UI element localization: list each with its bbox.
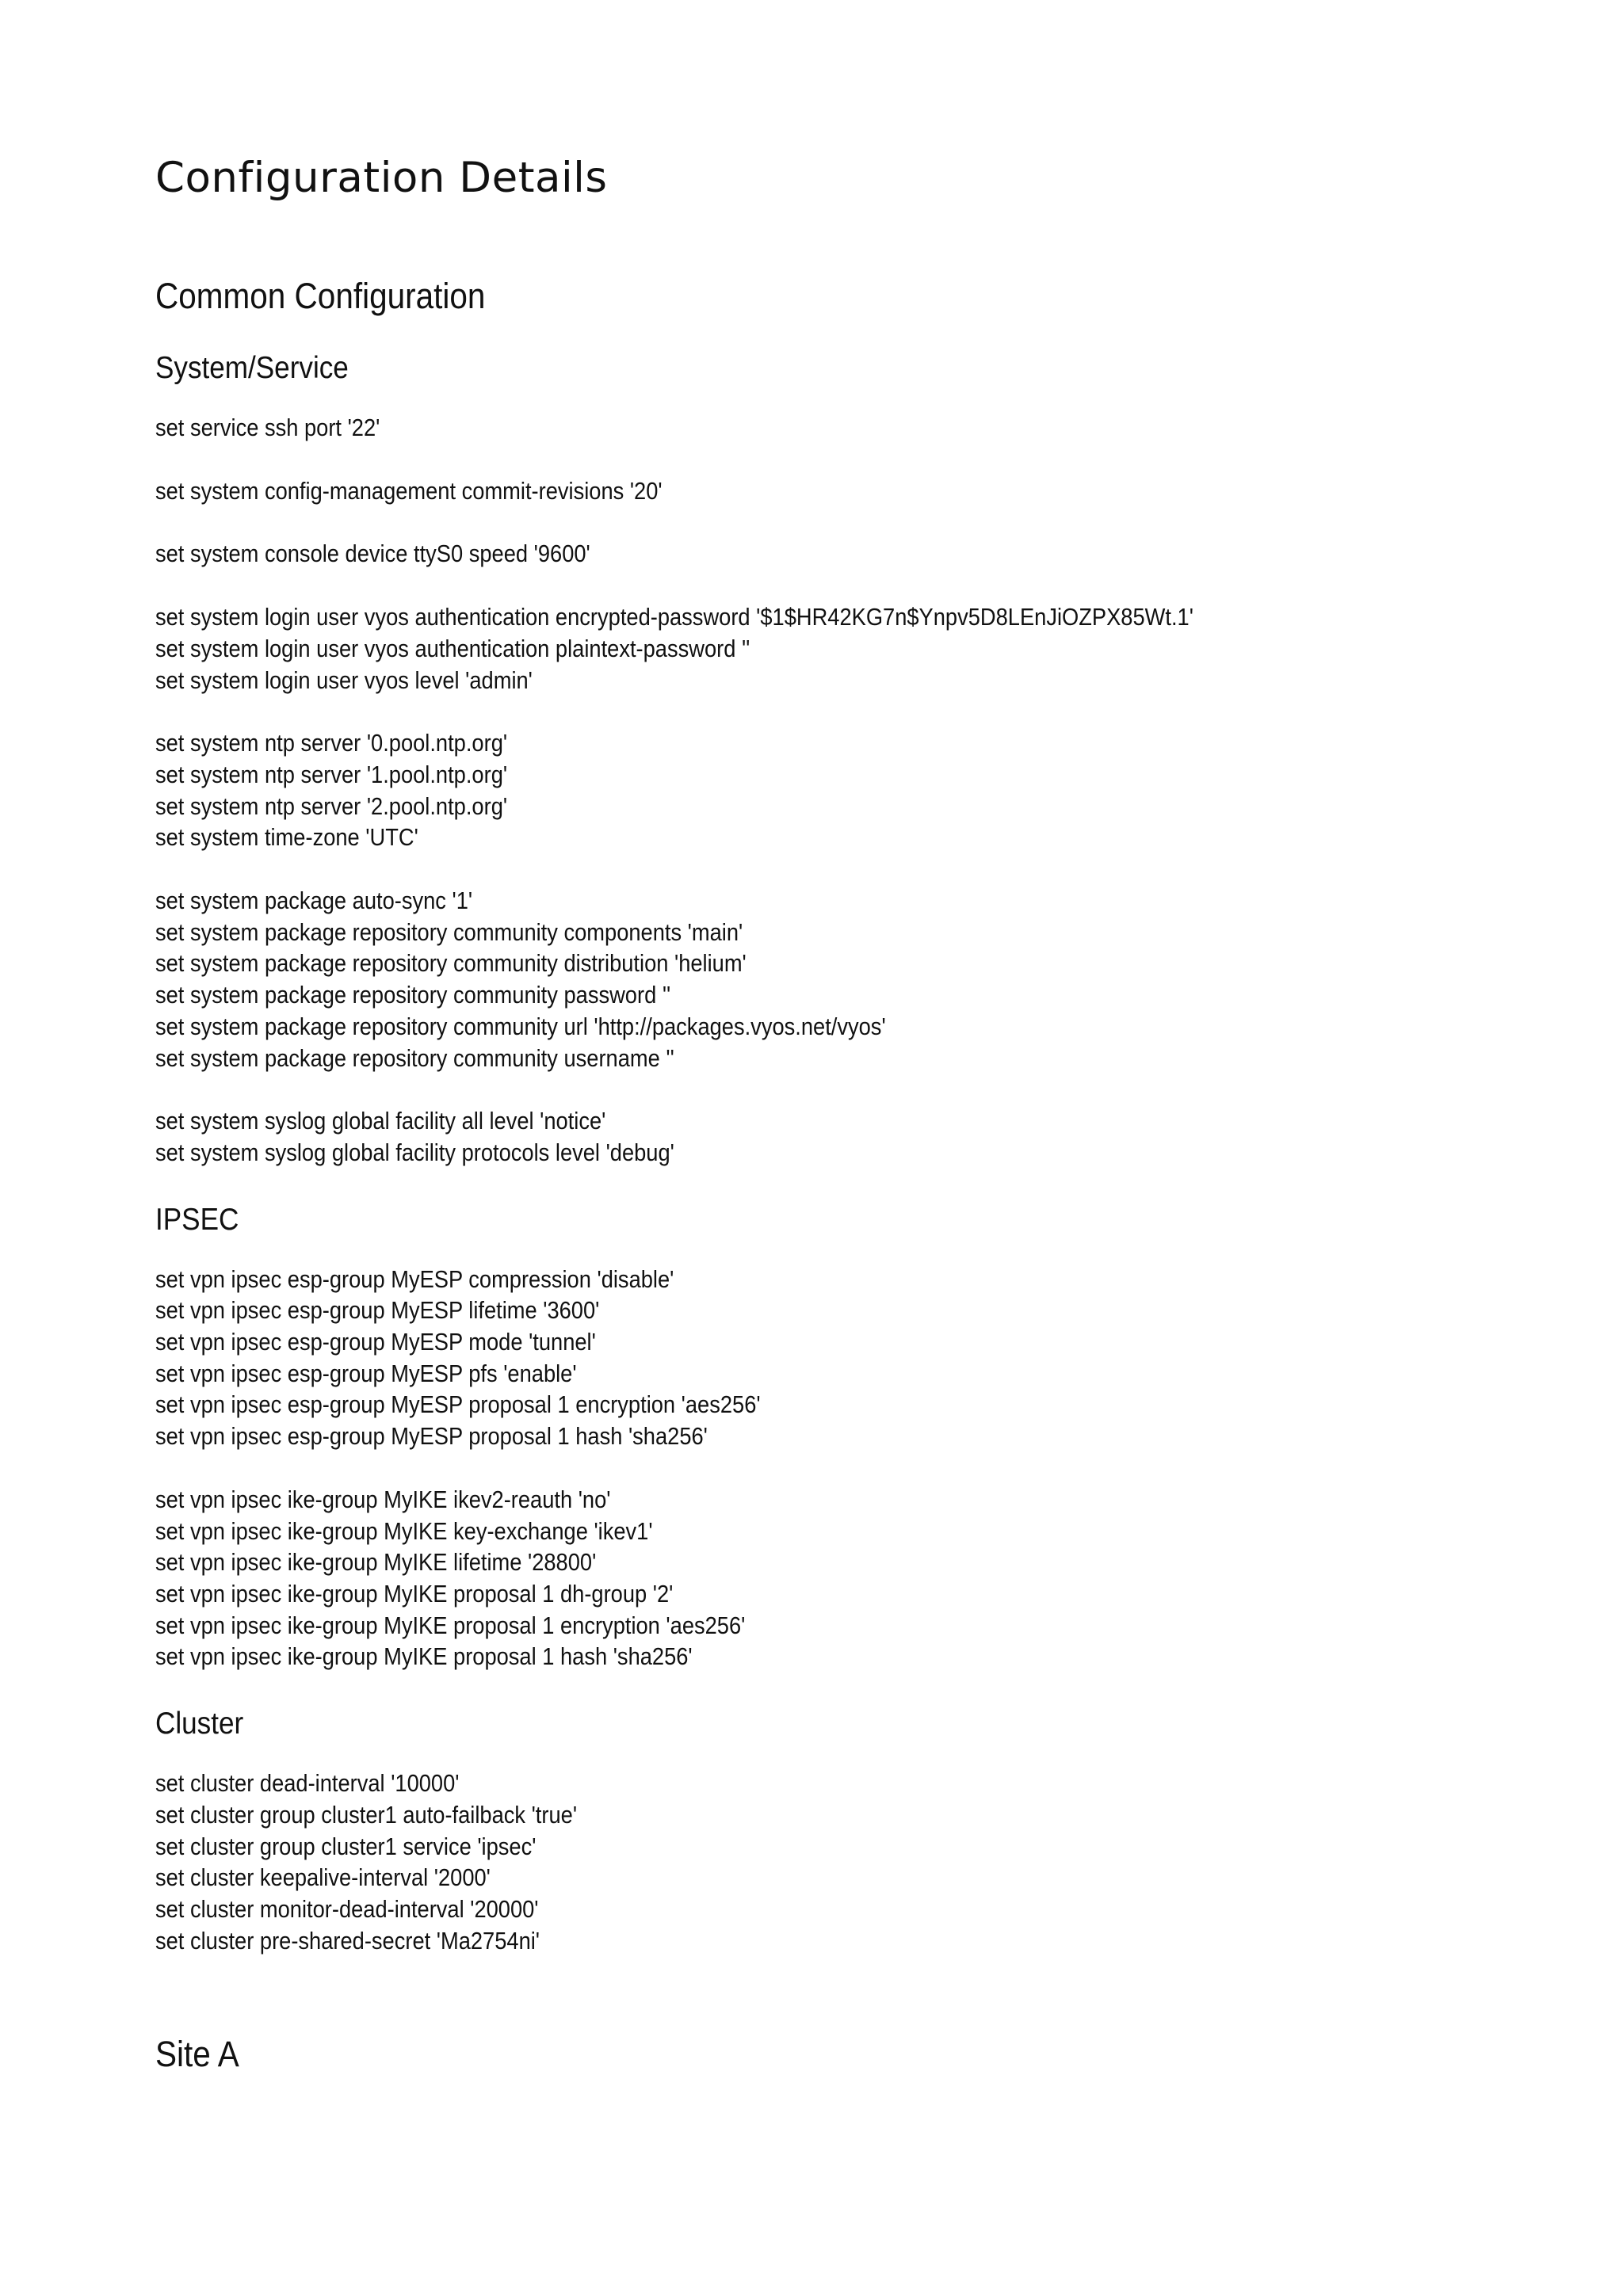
config-line: set system config-management commit-revisions '20' (155, 476, 663, 505)
config-line: set system login user vyos authentication encrypted-password '$1$HR42KG7n$Ynpv5D8LEnJiOZPX85Wt.1' (155, 603, 1193, 631)
document-title: Configuration Details (155, 154, 608, 202)
config-block (155, 1484, 1518, 1672)
config-line: set cluster dead-interval '10000' (155, 1769, 460, 1798)
config-line: set system login user vyos authentication plaintext-password '' (155, 634, 750, 662)
config-line: set system time-zone 'UTC' (155, 823, 418, 852)
ipsec-config (155, 1264, 1518, 1672)
config-line: set system login user vyos level 'admin' (155, 666, 533, 694)
config-line: set system package auto-sync '1' (155, 887, 473, 915)
config-line: set cluster keepalive-interval '2000' (155, 1863, 491, 1892)
config-block (155, 1105, 1518, 1168)
site-a-heading: Site A (155, 2034, 239, 2075)
ipsec-heading: IPSEC (155, 1202, 239, 1237)
config-line: set system ntp server '2.pool.ntp.org' (155, 791, 508, 820)
config-line: set cluster pre-shared-secret 'Ma2754ni' (155, 1926, 540, 1955)
config-line: set vpn ipsec ike-group MyIKE proposal 1 dh-group '2' (155, 1579, 674, 1608)
common-configuration-heading: Common Configuration (155, 276, 486, 316)
config-block (155, 727, 1518, 853)
config-block (155, 538, 1518, 570)
config-block (155, 601, 1518, 696)
config-line: set system package repository community username '' (155, 1043, 674, 1072)
config-block (155, 1768, 1518, 1956)
config-line: set vpn ipsec ike-group MyIKE ikev2-reauth 'no' (155, 1485, 611, 1513)
config-line: set vpn ipsec ike-group MyIKE key-exchange 'ikev1' (155, 1516, 653, 1545)
config-line: set cluster monitor-dead-interval '20000' (155, 1894, 539, 1923)
config-block (155, 475, 1518, 507)
system-service-heading: System/Service (155, 351, 349, 385)
config-block (155, 1264, 1518, 1452)
config-line: set system syslog global facility all level 'notice' (155, 1107, 606, 1135)
document-page (155, 151, 1518, 2077)
config-line: set vpn ipsec esp-group MyESP proposal 1 hash 'sha256' (155, 1422, 708, 1451)
config-block (155, 412, 1518, 444)
config-line: set vpn ipsec esp-group MyESP pfs 'enable' (155, 1359, 577, 1387)
config-line: set system ntp server '1.pool.ntp.org' (155, 760, 508, 788)
config-line: set cluster group cluster1 auto-failback 'true' (155, 1800, 578, 1829)
config-line: set vpn ipsec esp-group MyESP mode 'tunnel' (155, 1328, 596, 1356)
config-line: set vpn ipsec esp-group MyESP lifetime '3600' (155, 1296, 600, 1325)
config-line: set vpn ipsec esp-group MyESP compression 'disable' (155, 1264, 674, 1293)
config-line: set system syslog global facility protocols level 'debug' (155, 1138, 674, 1166)
config-line: set service ssh port '22' (155, 414, 380, 441)
config-line: set vpn ipsec ike-group MyIKE proposal 1 encryption 'aes256' (155, 1611, 746, 1639)
config-line: set vpn ipsec esp-group MyESP proposal 1 encryption 'aes256' (155, 1390, 761, 1419)
cluster-config (155, 1768, 1518, 1956)
config-line: set cluster group cluster1 service 'ipsec' (155, 1832, 537, 1860)
cluster-heading: Cluster (155, 1707, 244, 1741)
config-line: set vpn ipsec ike-group MyIKE proposal 1 hash 'sha256' (155, 1642, 693, 1671)
config-line: set system package repository community distribution 'helium' (155, 949, 747, 978)
system-service-config (155, 412, 1518, 1169)
config-block (155, 885, 1518, 1074)
config-line: set system package repository community password '' (155, 981, 671, 1009)
config-line: set system ntp server '0.pool.ntp.org' (155, 729, 508, 757)
config-line: set system package repository community components 'main' (155, 917, 743, 946)
config-line: set system console device ttyS0 speed '9600' (155, 540, 590, 568)
config-line: set vpn ipsec ike-group MyIKE lifetime '28800' (155, 1548, 597, 1577)
config-line: set system package repository community url 'http://packages.vyos.net/vyos' (155, 1012, 886, 1040)
